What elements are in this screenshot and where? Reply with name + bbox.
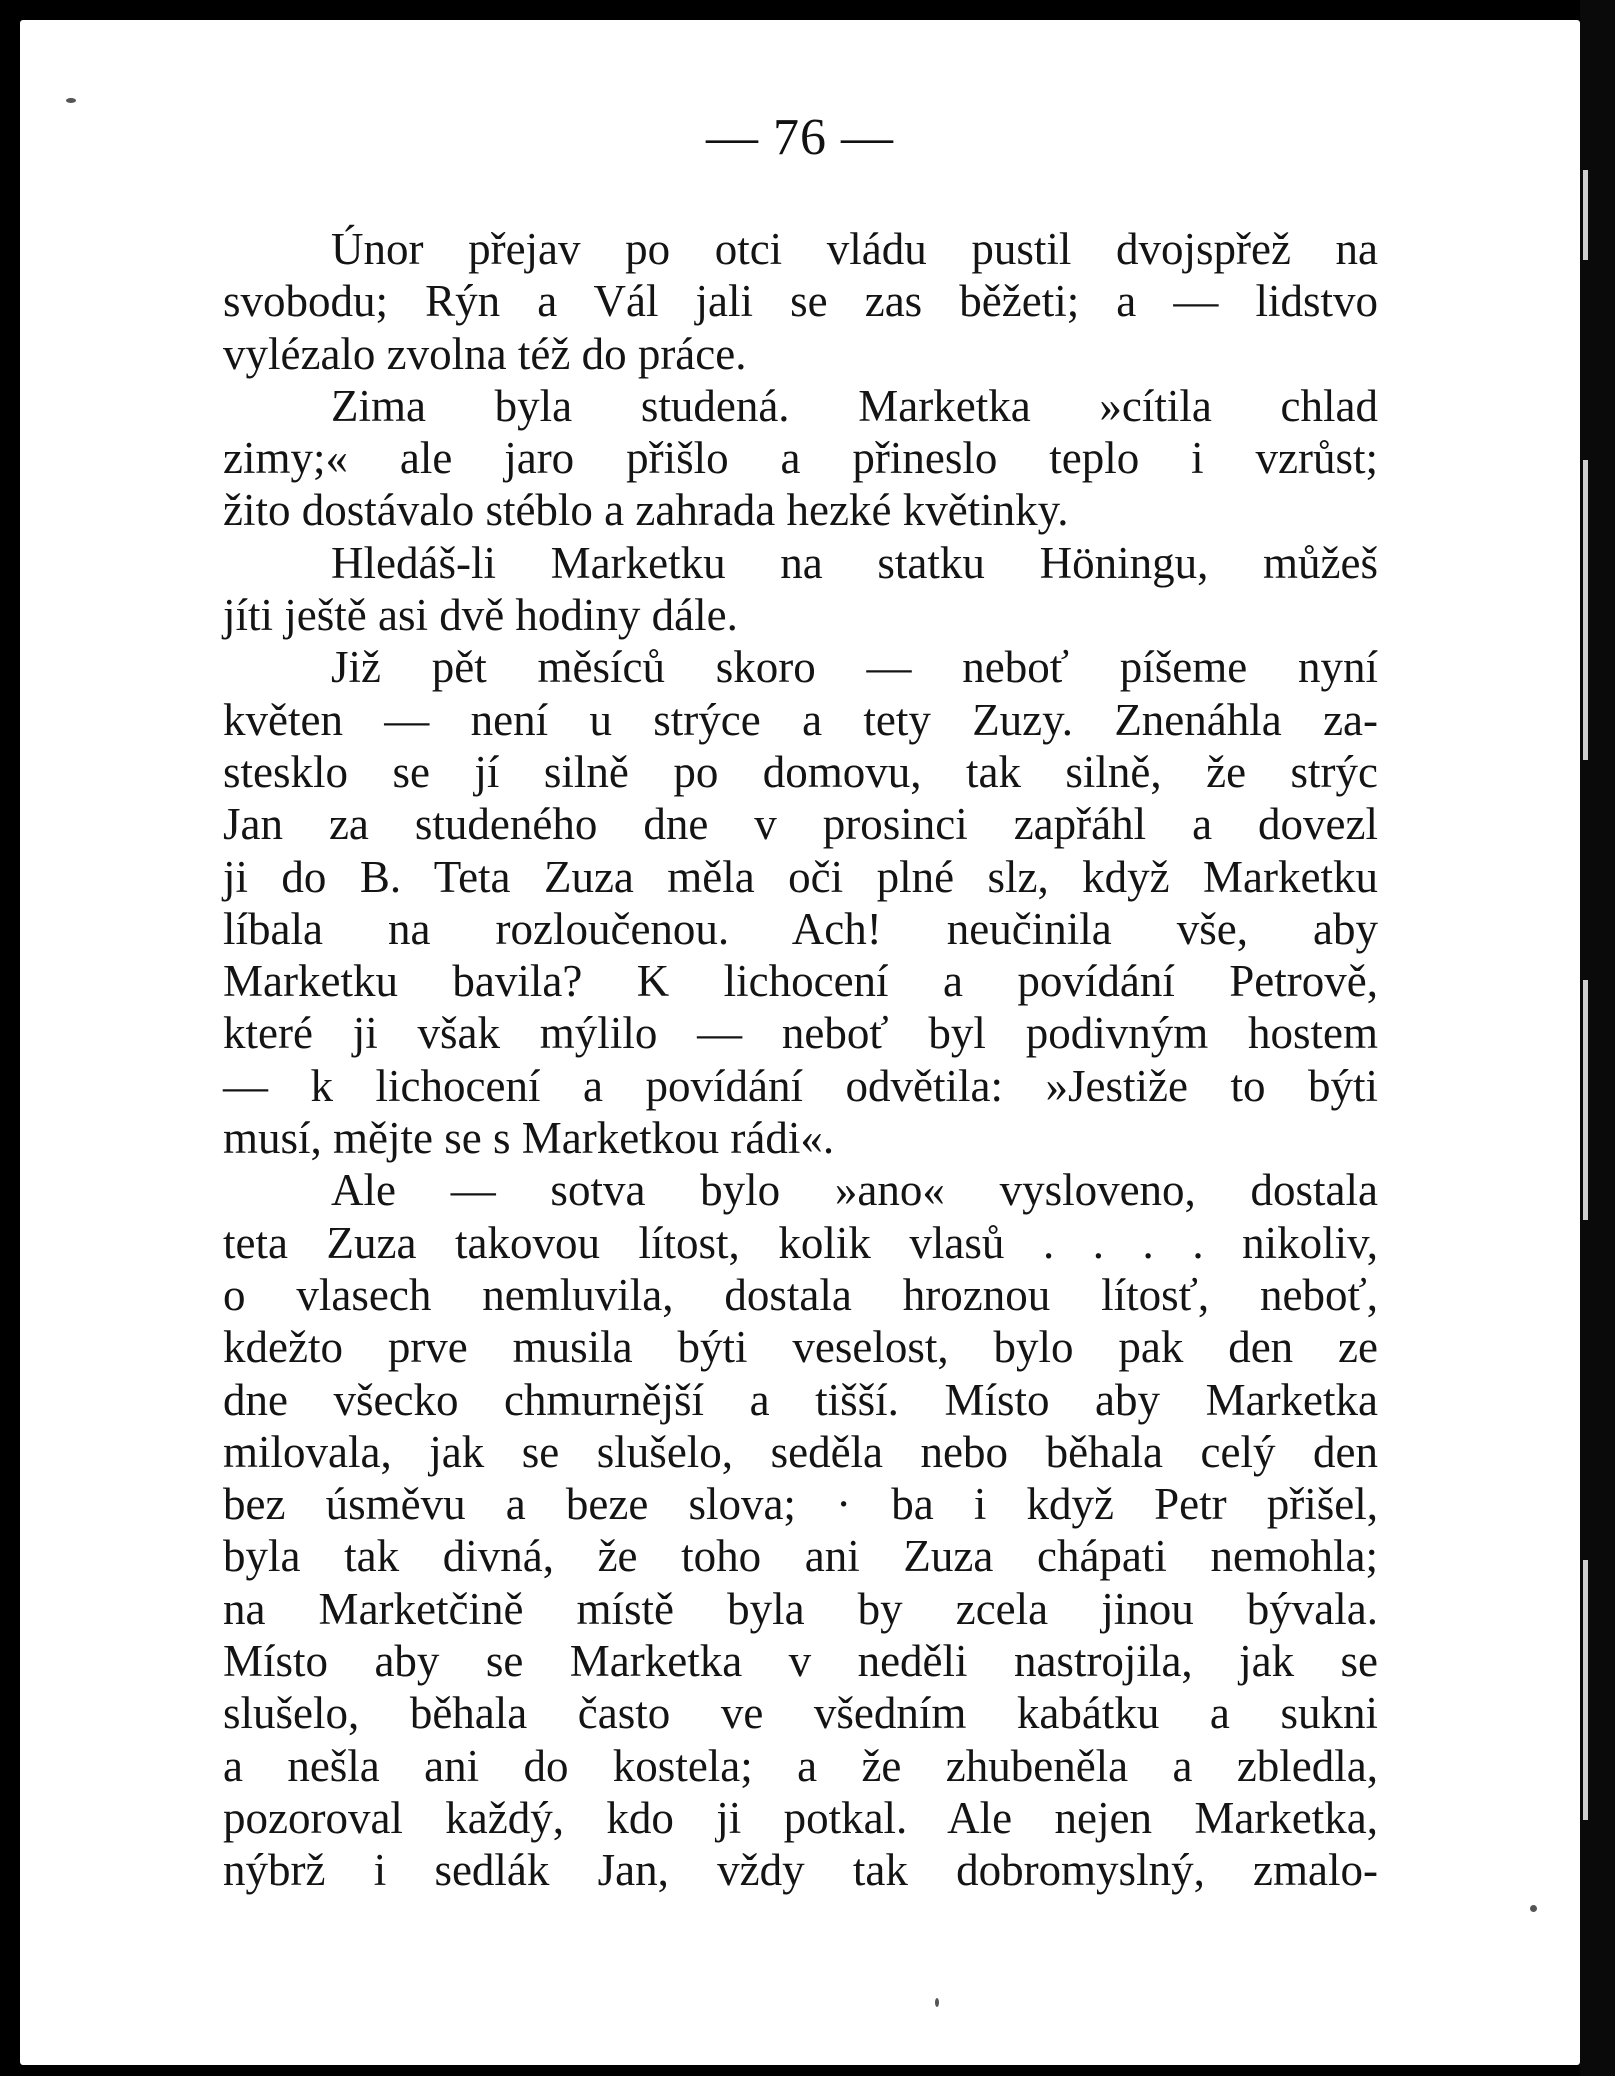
paper-speck — [1530, 1905, 1537, 1912]
text-line: zimy;« ale jaro přišlo a přineslo teplo i vzrůst; — [223, 433, 1378, 484]
text-line: ji do B. Teta Zuza měla oči plné slz, když Marketku — [223, 851, 1378, 902]
text-line: — k lichocení a povídání odvětila: »Jestiže to býti — [223, 1060, 1378, 1111]
text-line: stesklo se jí silně po domovu, tak silně, že strýc — [223, 746, 1378, 797]
text-line: svobodu; Rýn a Vál jali se zas běžeti; a — lidstvo — [223, 276, 1378, 327]
text-line: o vlasech nemluvila, dostala hroznou lítosť, neboť, — [223, 1269, 1378, 1320]
text-line: Ale — sotva bylo »ano« vysloveno, dostala — [331, 1165, 1378, 1216]
text-line: slušelo, běhala často ve všedním kabátku a sukni — [223, 1688, 1378, 1739]
paper-speck — [66, 98, 76, 103]
scan-edge-mark — [1583, 980, 1588, 1220]
text-line: na Marketčině místě byla by zcela jinou bývala. — [223, 1583, 1378, 1634]
text-line: květen — není u strýce a tety Zuzy. Znenáhla za- — [223, 694, 1378, 745]
text-line: Již pět měsíců skoro — neboť píšeme nyní — [331, 642, 1378, 693]
text-line: žito dostávalo stéblo a zahrada hezké květinky. — [223, 485, 1069, 536]
text-line: Únor přejav po otci vládu pustil dvojspřež na — [331, 224, 1378, 274]
text-line: líbala na rozloučenou. Ach! neučinila vše, aby — [223, 903, 1378, 954]
text-line: milovala, jak se slušelo, seděla nebo běhala celý den — [223, 1426, 1378, 1477]
text-line: teta Zuza takovou lítost, kolik vlasů . . . . nikoliv, — [223, 1217, 1378, 1268]
scan-edge-mark — [1583, 1560, 1588, 1820]
text-line: byla tak divná, že toho ani Zuza chápati nemohla; — [223, 1531, 1378, 1582]
text-line: kdežto prve musila býti veselost, bylo pak den ze — [223, 1322, 1378, 1373]
text-line: pozoroval každý, kdo ji potkal. Ale nejen Marketka, — [223, 1792, 1378, 1843]
scan-edge-mark — [1583, 460, 1588, 760]
text-line: dne všecko chmurnější a tišší. Místo aby Marketka — [223, 1374, 1378, 1425]
paper-speck — [935, 1998, 939, 2007]
page-number: — 76 — — [706, 109, 894, 166]
text-line: jíti ještě asi dvě hodiny dále. — [223, 590, 738, 641]
book-page — [20, 20, 1580, 2065]
text-line: Marketku bavila? K lichocení a povídání Petrově, — [223, 956, 1378, 1007]
text-line: bez úsměvu a beze slova; · ba i když Petr přišel, — [223, 1479, 1378, 1530]
text-line: které ji však mýlilo — neboť byl podivným hostem — [223, 1008, 1378, 1059]
text-line: musí, mějte se s Marketkou rádi«. — [223, 1113, 835, 1164]
text-line: vylézalo zvolna též do práce. — [223, 328, 747, 379]
scan-edge-mark — [1583, 170, 1588, 260]
text-line: a nešla ani do kostela; a že zhubeněla a zbledla, — [223, 1740, 1378, 1791]
text-line: Zima byla studená. Marketka »cítila chlad — [331, 380, 1378, 431]
body-text — [223, 223, 1378, 1897]
text-line: nýbrž i sedlák Jan, vždy tak dobromyslný, zmalo- — [223, 1845, 1378, 1896]
text-line: Hledáš-li Marketku na statku Höningu, můžeš — [331, 537, 1378, 588]
text-line: Jan za studeného dne v prosinci zapřáhl a dovezl — [223, 799, 1378, 850]
text-line: Místo aby se Marketka v neděli nastrojila, jak se — [223, 1636, 1378, 1687]
